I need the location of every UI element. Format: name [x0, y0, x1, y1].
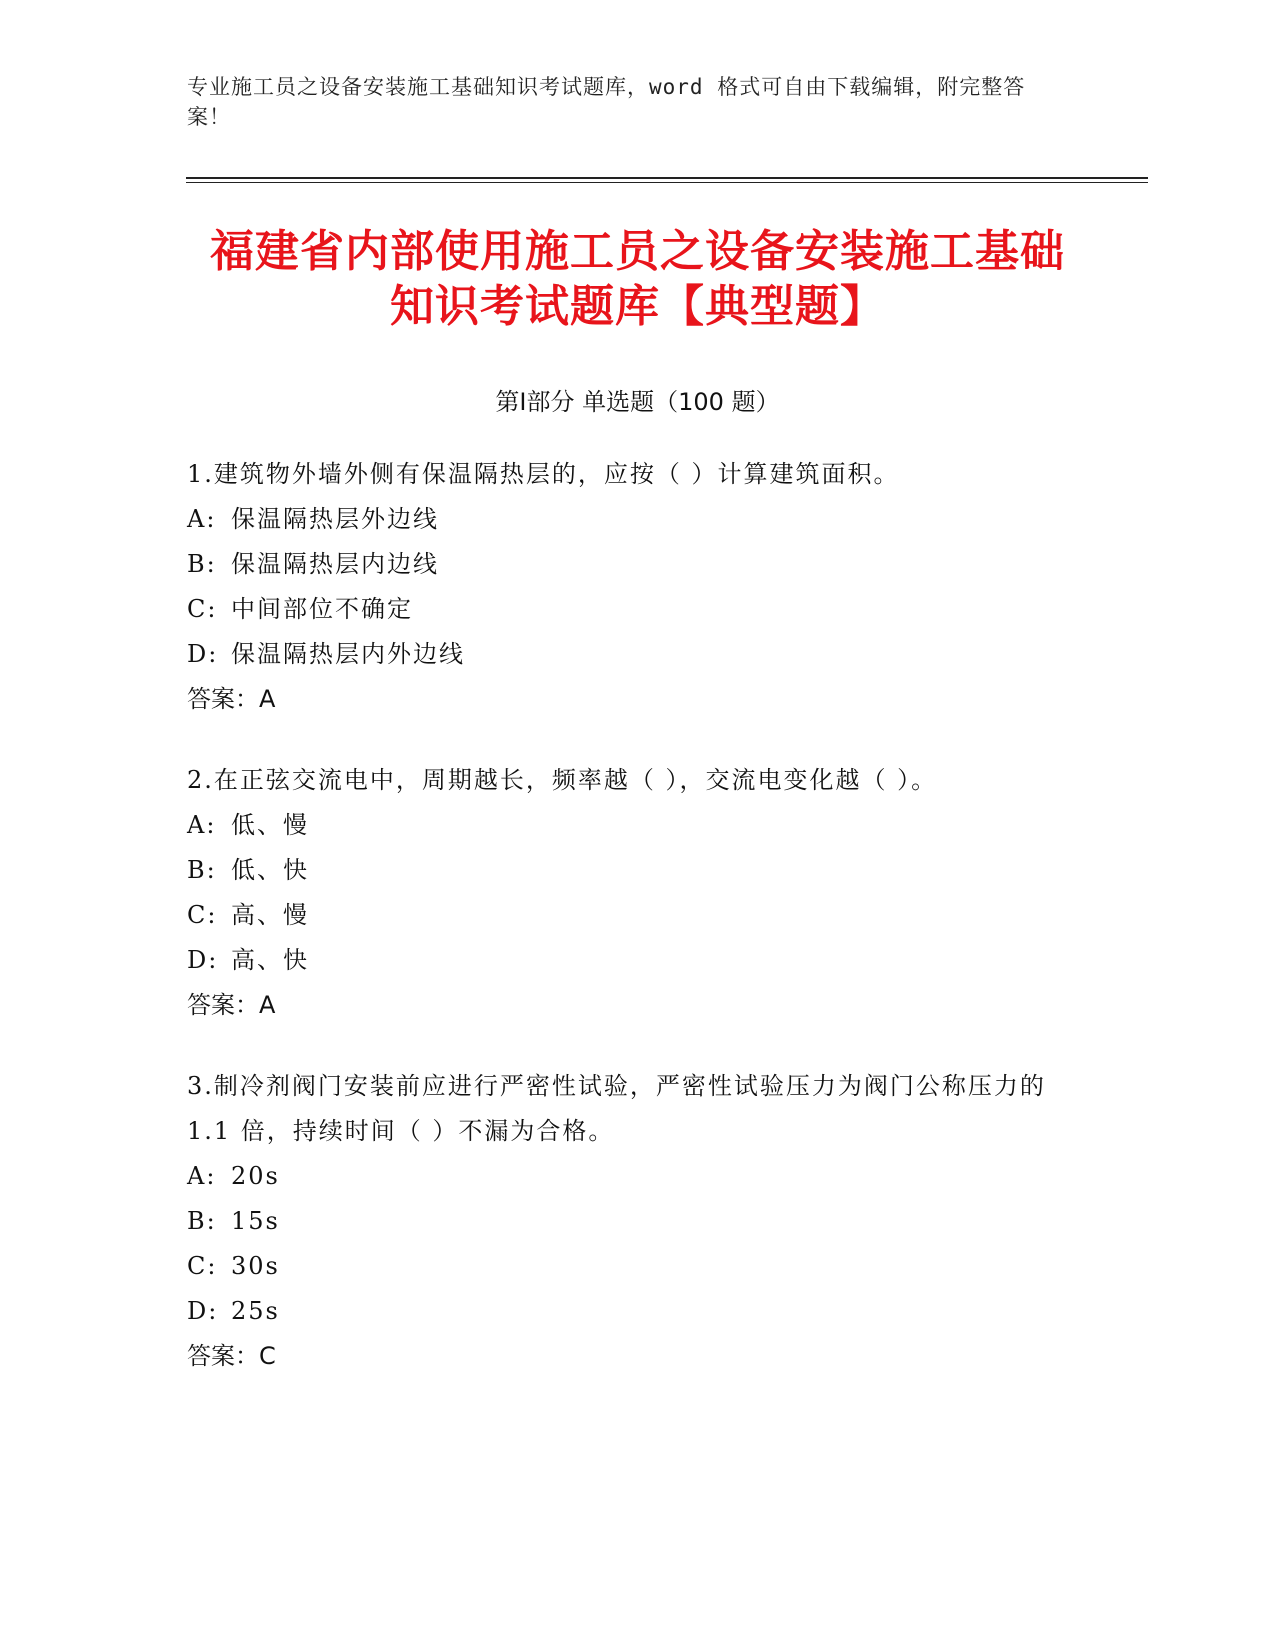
- option-c: [187, 587, 1067, 632]
- option-letter: A:: [187, 505, 217, 533]
- answer-text: 答案：A: [187, 991, 276, 1019]
- intro-text: 专业施工员之设备安装施工基础知识考试题库，word 格式可自由下载编辑，附完整答案！: [187, 75, 1026, 129]
- option-text: 15s: [231, 1207, 280, 1235]
- option-a: [187, 497, 1067, 542]
- option-c: [187, 1244, 1067, 1289]
- option-letter: B:: [187, 856, 217, 884]
- option-letter: D:: [187, 640, 219, 668]
- option-letter: C:: [187, 595, 218, 623]
- answer-text: 答案：C: [187, 1342, 276, 1370]
- answer-text: 答案：A: [187, 685, 276, 713]
- option-text: 保温隔热层内边线: [231, 550, 439, 578]
- option-a: [187, 1154, 1067, 1199]
- title-line-2: 知识考试题库【典型题】: [390, 281, 885, 332]
- option-text: 低、快: [231, 856, 309, 884]
- option-d: [187, 1289, 1067, 1334]
- option-text: 高、慢: [231, 901, 309, 929]
- option-c: [187, 893, 1067, 938]
- question-2: [187, 758, 1067, 1028]
- option-letter: B:: [187, 550, 217, 578]
- option-text: 中间部位不确定: [231, 595, 413, 623]
- option-letter: C:: [187, 1252, 218, 1280]
- option-b: [187, 542, 1067, 587]
- option-d: [187, 632, 1067, 677]
- question-3: [187, 1064, 1067, 1379]
- option-text: 20s: [231, 1162, 280, 1190]
- header-rule-thick: [186, 177, 1148, 179]
- question-text: 3.制冷剂阀门安装前应进行严密性试验，严密性试验压力为阀门公称压力的 1.1 倍，持续时间（ ）不漏为合格。: [187, 1072, 1046, 1145]
- option-text: 高、快: [231, 946, 309, 974]
- document-title: [150, 224, 1125, 334]
- header-rule-thin: [186, 182, 1148, 183]
- option-b: [187, 1199, 1067, 1244]
- option-letter: D:: [187, 946, 219, 974]
- option-a: [187, 803, 1067, 848]
- option-letter: C:: [187, 901, 218, 929]
- title-line-1: 福建省内部使用施工员之设备安装施工基础: [210, 226, 1065, 277]
- option-text: 低、慢: [231, 811, 309, 839]
- question-1: [187, 452, 1067, 722]
- option-b: [187, 848, 1067, 893]
- option-text: 30s: [231, 1252, 280, 1280]
- option-text: 保温隔热层外边线: [231, 505, 439, 533]
- option-letter: B:: [187, 1207, 217, 1235]
- option-letter: A:: [187, 811, 217, 839]
- question-text: 1.建筑物外墙外侧有保温隔热层的，应按（ ）计算建筑面积。: [187, 460, 900, 488]
- section-heading: 第Ⅰ部分 单选题（100 题）: [495, 388, 780, 416]
- option-d: [187, 938, 1067, 983]
- option-letter: D:: [187, 1297, 219, 1325]
- question-text: 2.在正弦交流电中，周期越长，频率越（ ），交流电变化越（ ）。: [187, 766, 938, 794]
- option-letter: A:: [187, 1162, 217, 1190]
- option-text: 25s: [231, 1297, 280, 1325]
- option-text: 保温隔热层内外边线: [231, 640, 465, 668]
